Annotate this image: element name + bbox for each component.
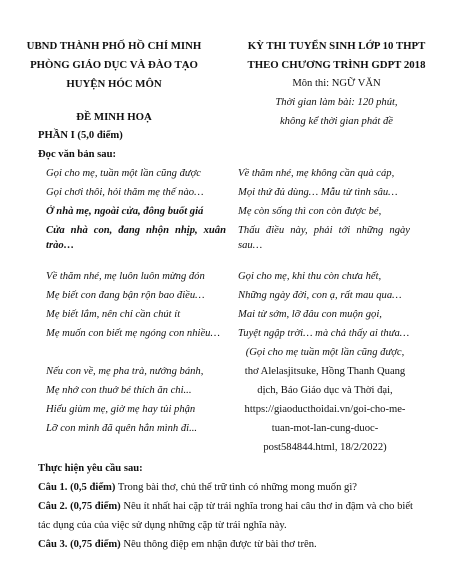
source-link-line-1[interactable]: https://giaoducthoidai.vn/goi-cho-me- bbox=[244, 404, 406, 415]
exam-subject: Môn thi: NGỮ VĂN bbox=[292, 78, 381, 89]
question-2 bbox=[38, 501, 413, 512]
exam-time: Thời gian làm bài: 120 phút, bbox=[275, 97, 398, 108]
poem-left-line-9: Nếu con về, mẹ pha trà, nướng bánh, bbox=[46, 366, 204, 377]
poem-left-line-1: Gọi cho mẹ, tuần một lần cũng được bbox=[46, 168, 202, 179]
question-3-text: Nêu thông điệp em nhận được từ bài thơ trên. bbox=[120, 539, 317, 550]
source-line-3: dịch, Báo Giáo dục và Thời đại, bbox=[257, 385, 393, 396]
source-line-2: thơ Alelasjitsuke, Hồng Thanh Quang bbox=[244, 366, 406, 377]
exam-time-note: không kể thời gian phát đề bbox=[279, 116, 394, 127]
question-2-continued: tác dụng của của việc sử dụng những cặp từ trái nghĩa này. bbox=[38, 520, 287, 531]
poem-left-line-2: Gọi chơi thôi, hỏi thăm mẹ thế nào… bbox=[46, 187, 204, 198]
doc-title: ĐỀ MINH HOẠ bbox=[76, 111, 152, 123]
header-left-line-3: HUYỆN HÓC MÔN bbox=[66, 78, 162, 90]
section-1-title: PHẦN I (5,0 điểm) bbox=[38, 130, 123, 141]
poem-right-line-5: Gọi cho mẹ, khi thu còn chưa hết, bbox=[238, 271, 382, 282]
poem-left-line-4-bold: Cửa nhà con, đang nhộn nhịp, xuân bbox=[46, 225, 226, 236]
header-left-line-1: UBND THÀNH PHỐ HỒ CHÍ MINH bbox=[26, 40, 202, 52]
poem-right-line-3: Mẹ còn sống thì con còn được bé, bbox=[238, 206, 382, 217]
source-link-line-2[interactable]: tuan-mot-lan-cung-duoc- bbox=[271, 423, 379, 434]
question-1-text: Trong bài thơ, chủ thể trữ tình có những mong muốn gì? bbox=[115, 482, 357, 493]
source-line-1: (Gọi cho mẹ tuần một lần cũng được, bbox=[245, 347, 405, 358]
poem-right-line-2: Mọi thứ đủ dùng… Mẫu từ tình sâu… bbox=[238, 187, 398, 198]
poem-right-line-1: Về thăm nhé, mẹ không cần quà cáp, bbox=[238, 168, 395, 179]
poem-right-line-7: Mai từ sớm, lỡ đâu con muộn gọi, bbox=[238, 309, 382, 320]
poem-left-line-10: Mẹ nhớ con thuở bé thích ăn chi... bbox=[46, 385, 192, 396]
poem-left-line-5: Về thăm nhé, mẹ luôn luôn mừng đón bbox=[46, 271, 205, 282]
poem-left-line-4-cont: trào… bbox=[46, 240, 75, 251]
poem-left-line-11: Hiểu giùm mẹ, giờ mẹ hay tủi phận bbox=[46, 404, 196, 415]
exam-title-line-2: THEO CHƯƠNG TRÌNH GDPT 2018 bbox=[247, 59, 426, 71]
question-1-label: Câu 1. (0,5 điểm) bbox=[38, 482, 116, 493]
source-link-line-3[interactable]: post584844.html, 18/2/2022) bbox=[263, 442, 387, 453]
poem-right-line-4: Thấu điều này, phải tới những ngày bbox=[238, 225, 410, 236]
poem-left-line-6: Mẹ biết con đang bận rộn bao điều… bbox=[46, 290, 205, 301]
header-left-line-2: PHÒNG GIÁO DỤC VÀ ĐÀO TẠO bbox=[30, 59, 198, 71]
question-2-text: Nêu ít nhất hai cặp từ trái nghĩa trong hai câu thơ in đậm và cho biết bbox=[120, 501, 413, 512]
exam-title-line-1: KỲ THI TUYỂN SINH LỚP 10 THPT bbox=[247, 40, 426, 52]
poem-right-line-8: Tuyệt ngập trời… mà chả thấy ai thưa… bbox=[238, 328, 410, 339]
question-2-label: Câu 2. (0,75 điểm) bbox=[38, 501, 121, 512]
task-heading: Thực hiện yêu cầu sau: bbox=[38, 463, 143, 474]
poem-right-line-4-cont: sau… bbox=[238, 240, 263, 251]
poem-left-line-12: Lỡ con mình đã quên hẳn mình đi... bbox=[46, 423, 198, 434]
poem-left-line-8: Mẹ muốn con biết mẹ ngóng con nhiều… bbox=[46, 328, 220, 339]
question-3-label: Câu 3. (0,75 điểm) bbox=[38, 539, 121, 550]
read-heading: Đọc văn bản sau: bbox=[38, 149, 116, 160]
poem-left-line-7: Mẹ biết lắm, nên chỉ cần chút ít bbox=[46, 309, 181, 320]
poem-right-line-6: Những ngày đời, con ạ, rất mau qua… bbox=[238, 290, 402, 301]
question-1 bbox=[38, 482, 357, 493]
poem-left-line-3-bold: Ở nhà mẹ, ngoài cửa, đông buốt giá bbox=[46, 206, 204, 217]
question-3 bbox=[38, 539, 317, 550]
